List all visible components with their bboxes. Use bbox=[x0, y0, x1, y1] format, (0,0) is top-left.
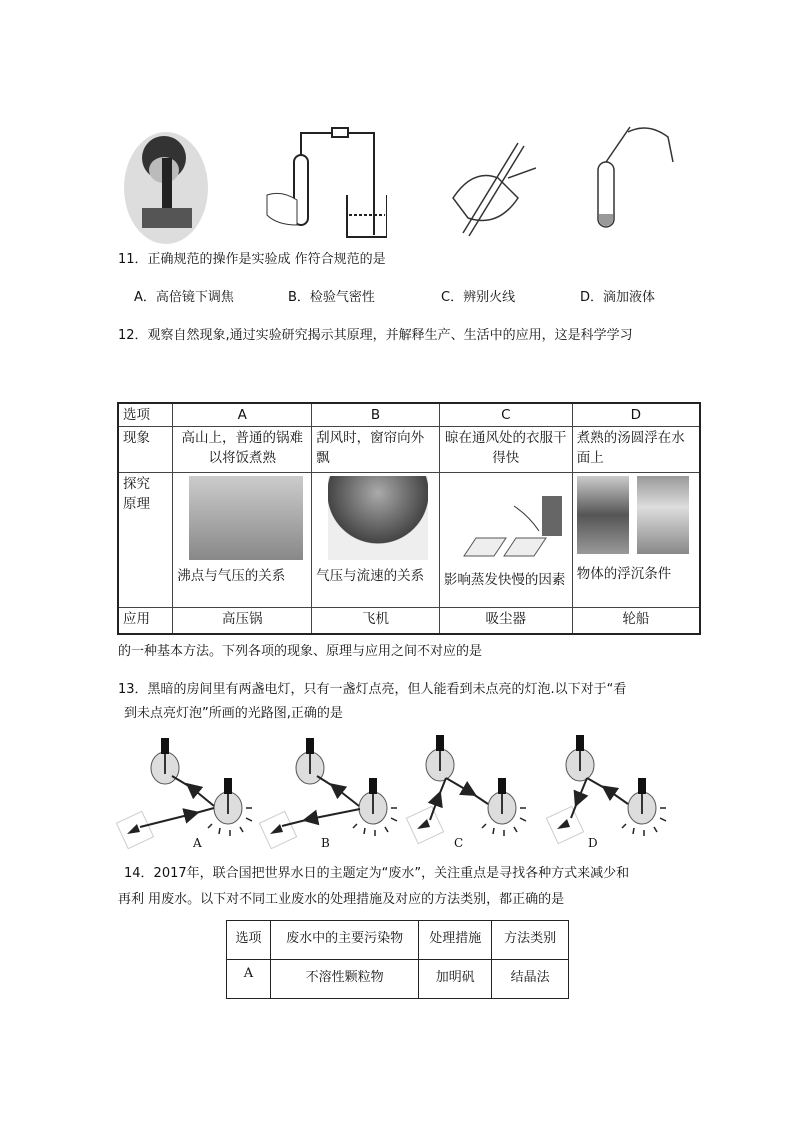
q14-table bbox=[226, 920, 569, 999]
col-a-phenomenon: 高山上，普通的锅难以将饭煮熟 bbox=[173, 427, 312, 473]
row-label-application: 应用 bbox=[118, 608, 173, 634]
col-d-principle: 物体的浮沉条件 bbox=[576, 566, 672, 582]
col-d-phenomenon: 煮熟的汤圆浮在水面上 bbox=[572, 427, 700, 473]
row-option: A bbox=[227, 960, 271, 999]
col-b-principle: 气压与流速的关系 bbox=[316, 568, 425, 584]
floating-dumpling-photo bbox=[577, 476, 695, 554]
col-b-option: B bbox=[312, 403, 440, 427]
row-treatment: 加明矾 bbox=[419, 960, 492, 999]
q11-option-b[interactable]: B．检验气密性 bbox=[288, 290, 375, 305]
blowing-paper-photo bbox=[328, 476, 428, 560]
row-label-phenomenon: 现象 bbox=[118, 427, 173, 473]
col-a-application: 高压锅 bbox=[173, 608, 312, 634]
airtightness-test-figure bbox=[262, 125, 387, 243]
evaporation-figure bbox=[454, 476, 564, 560]
dropper-figure bbox=[588, 122, 678, 232]
col-b-phenomenon: 刮风时，窗帘向外飘 bbox=[312, 427, 440, 473]
q11-option-c[interactable]: C．辨别火线 bbox=[441, 290, 516, 305]
header-pollutant: 废水中的主要污染物 bbox=[270, 921, 419, 960]
diagram-label-b[interactable]: B bbox=[321, 836, 330, 850]
table-row bbox=[227, 960, 569, 999]
diagram-c bbox=[406, 735, 526, 844]
diagram-label-a[interactable]: A bbox=[193, 836, 202, 850]
question-12-stem-line2: 的一种基本方法。下列各项的现象、原理与应用之间不对应的是 bbox=[118, 644, 483, 659]
diagram-a bbox=[116, 738, 252, 849]
col-c-principle: 影响蒸发快慢的因素 bbox=[443, 572, 566, 588]
q11-option-a[interactable]: A．高倍镜下调焦 bbox=[134, 290, 234, 305]
header-treatment: 处理措施 bbox=[419, 921, 492, 960]
row-label-principle-2: 原理 bbox=[123, 496, 150, 512]
boiling-experiment-photo bbox=[189, 476, 303, 560]
col-b-application: 飞机 bbox=[312, 608, 440, 634]
col-c-option: C bbox=[439, 403, 572, 427]
header-option: 选项 bbox=[227, 921, 271, 960]
diagram-label-c[interactable]: C bbox=[454, 836, 464, 850]
row-method: 结晶法 bbox=[492, 960, 569, 999]
col-c-phenomenon: 晾在通风处的衣服干得快 bbox=[439, 427, 572, 473]
row-label-principle-1: 探究 bbox=[123, 476, 150, 492]
diagram-b bbox=[259, 738, 397, 849]
question-14-stem-line1: 14．2017年，联合国把世界水日的主题定为“废水”，关注重点是寻找各种方式来减少和 bbox=[124, 866, 630, 881]
diagram-label-d[interactable]: D bbox=[588, 836, 598, 850]
question-11-stem: 11．正确规范的操作是实验成 作符合规范的是 bbox=[118, 252, 386, 267]
col-d-option: D bbox=[572, 403, 700, 427]
question-13-stem-line2: 到未点亮灯泡”所画的光路图,正确的是 bbox=[124, 706, 343, 721]
q12-table bbox=[117, 402, 701, 635]
test-pen-figure bbox=[448, 138, 536, 243]
col-a-principle: 沸点与气压的关系 bbox=[177, 568, 286, 584]
microscope-photo bbox=[122, 118, 210, 246]
question-14-stem-line2: 再利 用废水。以下对不同工业废水的处理措施及对应的方法类别，都正确的是 bbox=[118, 892, 565, 907]
question-12-stem-line1: 12．观察自然现象,通过实验研究揭示其原理，并解释生产、生活中的应用，这是科学学习 bbox=[118, 328, 633, 343]
col-c-application: 吸尘器 bbox=[439, 608, 572, 634]
q11-option-d[interactable]: D．滴加液体 bbox=[580, 290, 656, 305]
row-label-option: 选项 bbox=[118, 403, 173, 427]
header-method: 方法类别 bbox=[492, 921, 569, 960]
diagram-d bbox=[546, 735, 666, 844]
col-d-application: 轮船 bbox=[572, 608, 700, 634]
row-pollutant: 不溶性颗粒物 bbox=[270, 960, 419, 999]
question-13-stem-line1: 13．黑暗的房间里有两盏电灯，只有一盏灯点亮，但人能看到未点亮的灯泡.以下对于“看 bbox=[118, 682, 627, 697]
col-a-option: A bbox=[173, 403, 312, 427]
